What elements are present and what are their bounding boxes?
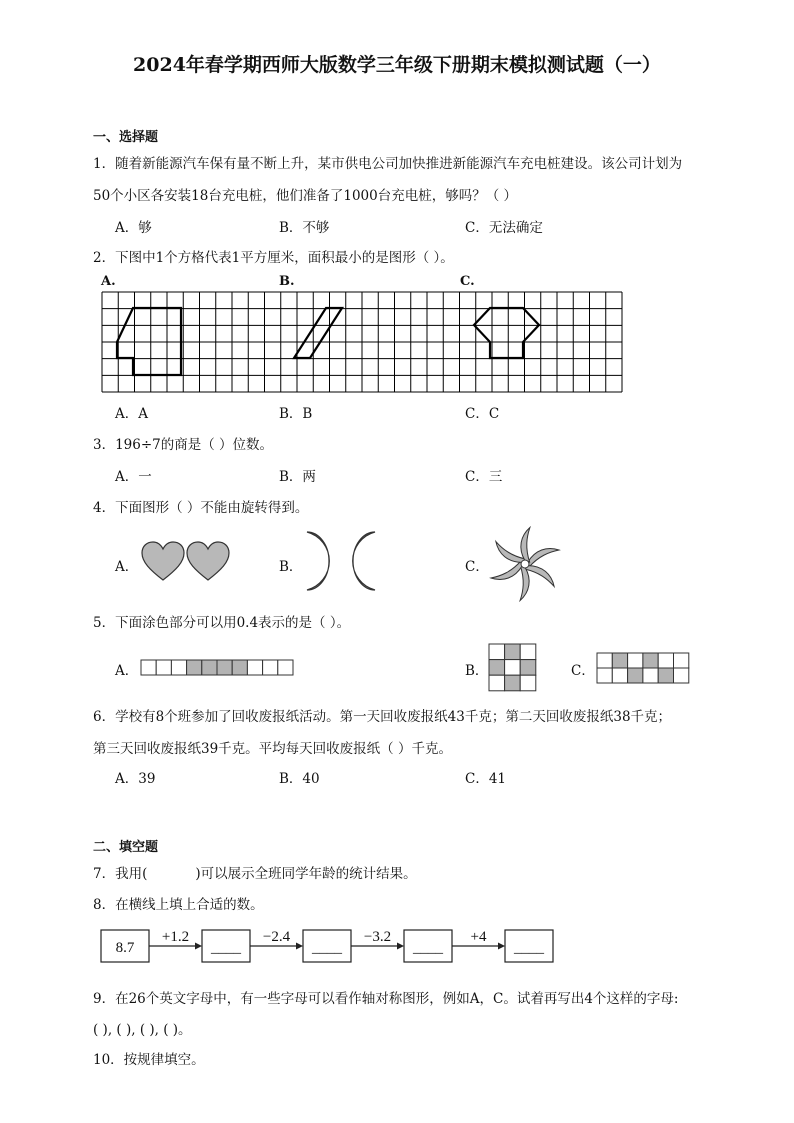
chain-operation-label: −2.4 [262, 929, 291, 945]
question-7-text [93, 862, 417, 882]
question-8-text: 8．在横线上填上合适的数。 [93, 897, 264, 913]
section-heading-fill: 二、填空题 [93, 840, 159, 855]
grid33-cell [489, 644, 505, 660]
q6-option-b[interactable]: B．40 [279, 771, 320, 787]
q6-option-c[interactable]: C．41 [465, 771, 507, 787]
question-1-line1: 1．随着新能源汽车保有量不断上升，某市供电公司加快推进新能源汽车充电桩建设。该公司计划为 [93, 156, 683, 172]
question-10-text: 10．按规律填空。 [93, 1052, 205, 1068]
strip-cell [187, 660, 202, 675]
q5-option-c[interactable]: C． [571, 663, 595, 679]
question-6-line1: 6．学校有8个班参加了回收废报纸活动。第一天回收废报纸43千克；第二天回收废报纸38千克； [93, 709, 672, 725]
grid62-cell [658, 653, 673, 668]
grid33-cell [520, 675, 536, 691]
strip-cell [217, 660, 232, 675]
q6-option-a[interactable]: A．39 [115, 771, 156, 787]
grid62-cell [658, 668, 673, 683]
question-9-line1: 9．在26个英文字母中，有一些字母可以看作轴对称图形，例如A，C。试着再写出4个这样的字母: [93, 991, 679, 1007]
grid62-cell [612, 668, 627, 683]
pinwheel-blade [491, 561, 522, 580]
pinwheel-blade [528, 549, 559, 568]
q7-after: )可以展示全班同学年龄的统计结果。 [195, 866, 417, 882]
chain-operation-label: +1.2 [161, 929, 190, 945]
strip-cell [278, 660, 293, 675]
grid33-cell [520, 644, 536, 660]
chain-blank: ____ [211, 940, 241, 956]
chain-operation-label: +4 [470, 929, 487, 945]
question-6-line2: 第三天回收废报纸39千克。平均每天回收废报纸（ ）千克。 [93, 741, 452, 757]
q2-option-a[interactable]: A．A [115, 406, 148, 422]
strip-10-figure [140, 659, 294, 676]
q1-option-b[interactable]: B．不够 [279, 220, 330, 236]
shape-b [294, 308, 342, 358]
strip-cell [247, 660, 262, 675]
q3-option-b[interactable]: B．两 [279, 469, 316, 485]
grid62-cell [597, 653, 612, 668]
pinwheel-figure [487, 526, 563, 602]
q5-option-b[interactable]: B． [465, 663, 489, 679]
chain-operation-label: −3.2 [363, 929, 392, 945]
strip-cell [202, 660, 217, 675]
grid62-cell [643, 668, 658, 683]
figure-label-c: C. [460, 274, 475, 289]
grid62-cell [628, 668, 643, 683]
section-heading-choice: 一、选择题 [93, 130, 159, 145]
grid62-cell [628, 653, 643, 668]
question-5-text: 5．下面涂色部分可以用0.4表示的是（ ）。 [93, 615, 351, 631]
strip-cell [263, 660, 278, 675]
figure-label-b: B. [279, 274, 295, 289]
grid33-cell [489, 675, 505, 691]
q2-option-c[interactable]: C．C [465, 406, 500, 422]
q1-option-a[interactable]: A．够 [115, 220, 152, 236]
number-chain-figure [100, 925, 556, 965]
grid62-cell [674, 668, 689, 683]
chain-blank: ____ [514, 940, 544, 956]
q4-option-a[interactable]: A． [115, 559, 139, 575]
grid-6x2-figure [596, 652, 690, 684]
grid-3x3-figure [488, 643, 537, 692]
question-9-line2[interactable]: ( ), ( ), ( ), ( )。 [93, 1022, 192, 1038]
page-title: 2024年春学期西师大版数学三年级下册期末模拟测试题（一） [133, 54, 661, 76]
q2-option-b[interactable]: B．B [279, 406, 313, 422]
two-crescents-figure [303, 530, 379, 592]
chain-blank: ____ [312, 940, 342, 956]
grid62-cell [643, 653, 658, 668]
grid33-cell [505, 644, 521, 660]
question-3-text: 3．196÷7的商是（ ）位数。 [93, 437, 274, 453]
area-grid-figure [101, 291, 623, 393]
q7-before: 7．我用( [93, 866, 148, 882]
strip-cell [232, 660, 247, 675]
grid33-cell [520, 660, 536, 676]
grid33-cell [505, 675, 521, 691]
strip-cell [141, 660, 156, 675]
grid62-cell [597, 668, 612, 683]
grid33-cell [489, 660, 505, 676]
q3-option-a[interactable]: A．一 [115, 469, 152, 485]
q4-option-c[interactable]: C． [465, 559, 489, 575]
chain-start-value: 8.7 [115, 940, 135, 956]
strip-cell [171, 660, 186, 675]
q1-option-c[interactable]: C．无法确定 [465, 220, 543, 236]
two-hearts-figure [140, 540, 232, 584]
q4-option-b[interactable]: B． [279, 559, 303, 575]
shape-c [474, 308, 539, 358]
figure-label-a: A. [101, 274, 116, 289]
strip-cell [156, 660, 171, 675]
grid62-cell [674, 653, 689, 668]
question-4-text: 4．下面图形（ ）不能由旋转得到。 [93, 500, 309, 516]
q3-option-c[interactable]: C．三 [465, 469, 503, 485]
question-1-line2: 50个小区各安装18台充电桩，他们准备了1000台充电桩，够吗？（ ） [93, 188, 518, 204]
grid33-cell [505, 660, 521, 676]
q5-option-a[interactable]: A． [115, 663, 139, 679]
question-2-text: 2．下图中1个方格代表1平方厘米，面积最小的是图形（ ）。 [93, 250, 454, 266]
grid62-cell [612, 653, 627, 668]
chain-blank: ____ [413, 940, 443, 956]
